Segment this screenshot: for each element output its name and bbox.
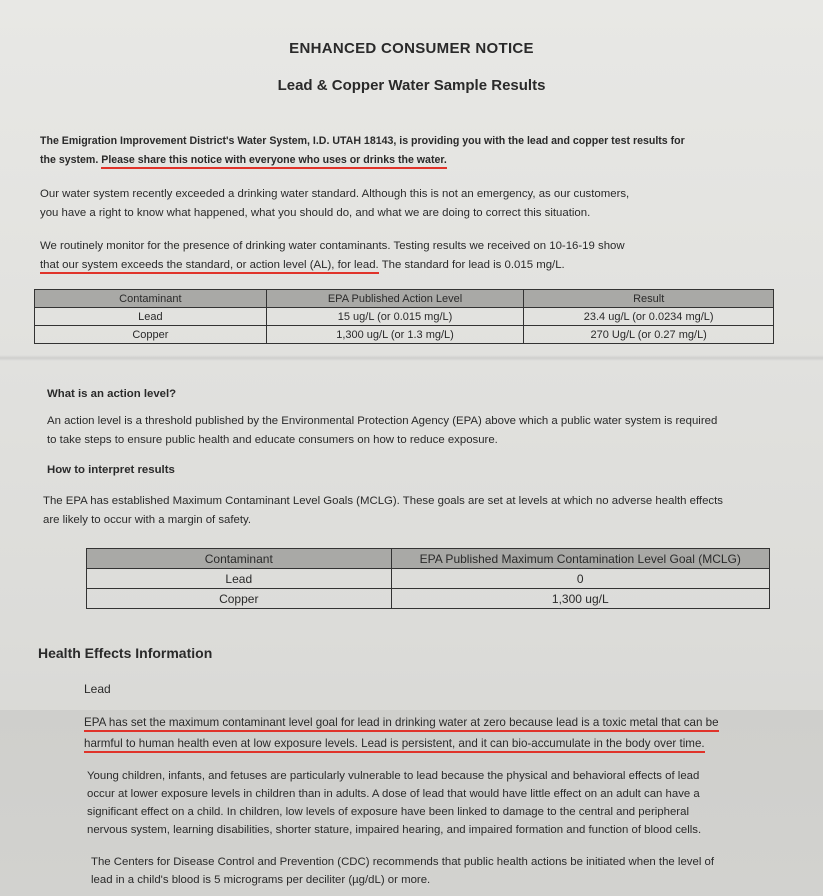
mclg-header-goal: EPA Published Maximum Contamination Level Goal (MCLG) — [391, 549, 769, 569]
intro-line-1: The Emigration Improvement District's Water System, I.D. UTAH 18143, is providing you with the lead and copper test results for — [40, 135, 685, 147]
results-cell: 15 ug/L (or 0.015 mg/L) — [266, 308, 524, 326]
action-level-line-1: An action level is a threshold published by the Environmental Protection Agency (EPA) above which a public water system is required — [47, 415, 718, 427]
results-table — [34, 289, 774, 344]
table-row — [87, 589, 770, 609]
results-cell: 23.4 ug/L (or 0.0234 mg/L) — [524, 308, 774, 326]
notice-title: ENHANCED CONSUMER NOTICE — [289, 40, 534, 57]
interpret-line-2: are likely to occur with a margin of safety. — [43, 514, 252, 526]
results-header-result: Result — [524, 290, 774, 308]
results-cell: Copper — [35, 326, 267, 344]
action-level-line-2: to take steps to ensure public health and educate consumers on how to reduce exposure. — [47, 434, 498, 446]
lead-standard-text: The standard for lead is 0.015 mg/L. — [381, 259, 565, 271]
action-level-heading: What is an action level? — [47, 388, 177, 400]
lead-subheading: Lead — [84, 682, 111, 696]
results-cell: 1,300 ug/L (or 1.3 mg/L) — [266, 326, 524, 344]
notice-subtitle: Lead & Copper Water Sample Results — [277, 77, 546, 94]
vulnerable-line-3: significant effect on a child. In children, low levels of exposure have been linked to damage to the central and peripheral — [87, 806, 689, 818]
paper-fold — [0, 355, 823, 361]
para2-line-2: you have a right to know what happened, what you should do, and what we are doing to correct this situation. — [40, 207, 591, 219]
interpret-heading: How to interpret results — [47, 464, 175, 476]
results-header-action-level: EPA Published Action Level — [266, 290, 524, 308]
vulnerable-line-1: Young children, infants, and fetuses are particularly vulnerable to lead because the physical and behavioral effects of lead — [87, 770, 700, 782]
results-header-contaminant: Contaminant — [35, 290, 267, 308]
vulnerable-line-4: nervous system, learning disabilities, shorter stature, impaired hearing, and impaired formation and function of blood cells. — [87, 824, 702, 836]
para2-line-1: Our water system recently exceeded a drinking water standard. Although this is not an emergency, as our customers, — [40, 188, 630, 200]
table-row — [35, 308, 774, 326]
cdc-line-2: lead in a child's blood is 5 micrograms per deciliter (µg/dL) or more. — [91, 874, 431, 886]
lead-goal-highlight-2: harmful to human health even at low exposure levels. Lead is persistent, and it can bio-accumulate in the body over time. — [84, 737, 705, 753]
interpret-line-1: The EPA has established Maximum Contaminant Level Goals (MCLG). These goals are set at levels at which no adverse health effects — [43, 495, 723, 507]
results-cell: 270 Ug/L (or 0.27 mg/L) — [524, 326, 774, 344]
para3-line-2 — [40, 256, 565, 275]
mclg-cell: 1,300 ug/L — [391, 589, 769, 609]
intro-line-2 — [40, 151, 447, 170]
table-row — [35, 326, 774, 344]
mclg-header-contaminant: Contaminant — [87, 549, 392, 569]
mclg-cell: 0 — [391, 569, 769, 589]
table-row — [87, 569, 770, 589]
mclg-table — [86, 548, 770, 609]
lead-highlight-line-2 — [84, 734, 705, 753]
lead-highlight-line-1 — [84, 713, 719, 732]
mclg-cell: Copper — [87, 589, 392, 609]
mclg-cell: Lead — [87, 569, 392, 589]
results-header-row — [35, 290, 774, 308]
para3-line-1: We routinely monitor for the presence of drinking water contaminants. Testing results we received on 10-16-19 show — [40, 240, 625, 252]
cdc-line-1: The Centers for Disease Control and Prevention (CDC) recommends that public health actions be initiated when the level of — [91, 856, 715, 868]
vulnerable-line-2: occur at lower exposure levels in children than in adults. A dose of lead that would have little effect on an adult can have a — [87, 788, 700, 800]
share-notice-highlight: Please share this notice with everyone who uses or drinks the water. — [101, 154, 447, 169]
health-effects-heading: Health Effects Information — [38, 645, 213, 661]
intro-line-2-start: the system. — [40, 154, 99, 166]
mclg-header-row — [87, 549, 770, 569]
results-cell: Lead — [35, 308, 267, 326]
lead-goal-highlight-1: EPA has set the maximum contaminant level goal for lead in drinking water at zero because lead is a toxic metal that can be — [84, 716, 719, 732]
exceeds-standard-highlight: that our system exceeds the standard, or action level (AL), for lead. — [40, 259, 379, 274]
